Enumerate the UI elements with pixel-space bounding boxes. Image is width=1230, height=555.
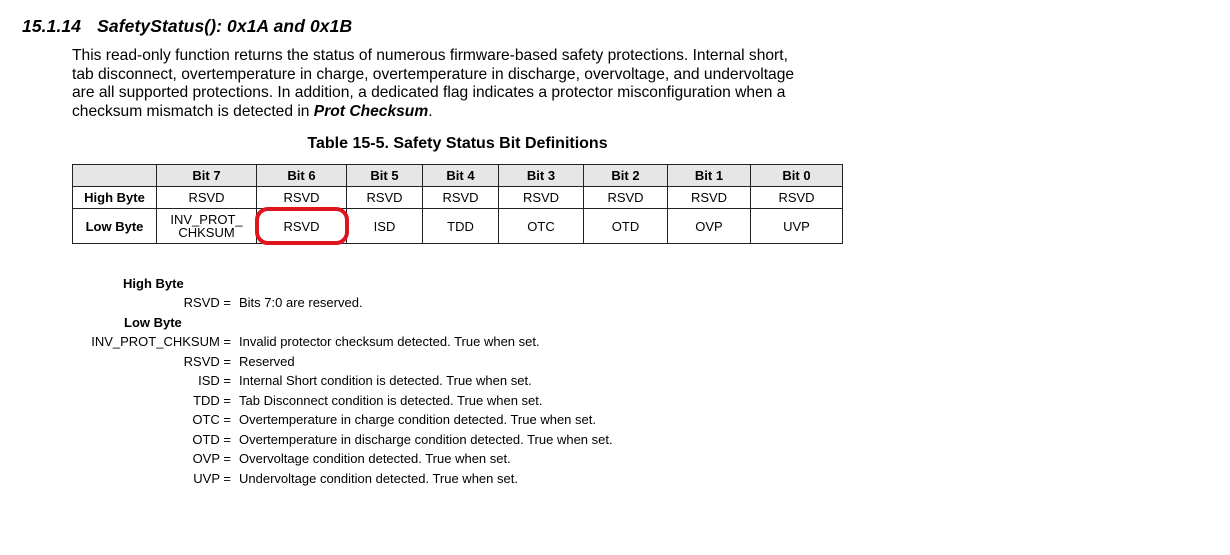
table-cell: RSVD [157, 187, 257, 209]
table-cell: RSVD [347, 187, 423, 209]
definition-text: Invalid protector checksum detected. True when set. [239, 334, 540, 349]
paragraph-text: checksum mismatch is detected in [72, 102, 314, 120]
definition-key: INV_PROT_CHKSUM = [91, 334, 231, 349]
table-cell: RSVD [499, 187, 584, 209]
table-cell: OTC [499, 209, 584, 244]
definition-key: RSVD = [183, 354, 231, 369]
table-cell: RSVD [423, 187, 499, 209]
paragraph-line [72, 103, 847, 122]
definition-key: RSVD = [183, 295, 231, 310]
prot-checksum-term: Prot Checksum [313, 102, 429, 120]
cell-line: CHKSUM [178, 224, 235, 240]
table-cell: RSVD [668, 187, 751, 209]
table-row [73, 187, 843, 209]
definition-key: ISD = [198, 373, 231, 388]
table-cell: RSVD [257, 209, 347, 244]
header-cell: Bit 5 [347, 165, 423, 187]
inv-prot-chksum-cell [170, 213, 242, 239]
definition-key: UVP = [193, 471, 231, 486]
definition-key: TDD = [193, 393, 231, 408]
row-label: Low Byte [73, 209, 157, 244]
paragraph-line: are all supported protections. In addition, a dedicated flag indicates a protector misconfiguration when a [72, 84, 786, 102]
header-cell: Bit 6 [257, 165, 347, 187]
table-cell: OVP [668, 209, 751, 244]
definition-key: OVP = [192, 451, 231, 466]
table-cell [157, 209, 257, 244]
section-heading [22, 16, 352, 37]
table-cell: RSVD [751, 187, 843, 209]
row-label: High Byte [73, 187, 157, 209]
table-cell: ISD [347, 209, 423, 244]
description-paragraph [72, 47, 847, 121]
table-cell: TDD [423, 209, 499, 244]
cell-line: INV_PROT_ [170, 211, 243, 227]
definition-text: Internal Short condition is detected. True when set. [239, 373, 532, 388]
header-cell: Bit 2 [584, 165, 668, 187]
low-byte-heading: Low Byte [124, 315, 182, 330]
paragraph-text: . [428, 102, 433, 120]
definition-text: Bits 7:0 are reserved. [239, 295, 363, 310]
header-cell: Bit 3 [499, 165, 584, 187]
definition-key: OTD = [192, 432, 231, 447]
table-header-row [73, 165, 843, 187]
header-cell [73, 165, 157, 187]
header-cell: Bit 4 [423, 165, 499, 187]
safety-status-table [72, 164, 843, 244]
header-cell: Bit 1 [668, 165, 751, 187]
header-cell: Bit 7 [157, 165, 257, 187]
section-title: SafetyStatus(): 0x1A and 0x1B [97, 16, 353, 36]
paragraph-line: tab disconnect, overtemperature in charge, overtemperature in discharge, overvoltage, and undervoltage [72, 65, 795, 83]
high-byte-heading: High Byte [123, 276, 184, 291]
table-cell: RSVD [257, 187, 347, 209]
table-cell: OTD [584, 209, 668, 244]
table-cell: UVP [751, 209, 843, 244]
header-cell: Bit 0 [751, 165, 843, 187]
definition-text: Undervoltage condition detected. True when set. [239, 471, 518, 486]
definition-text: Overvoltage condition detected. True when set. [239, 451, 511, 466]
table-row [73, 209, 843, 244]
definition-text: Overtemperature in discharge condition detected. True when set. [239, 432, 613, 447]
definition-key: OTC = [192, 412, 231, 427]
section-number: 15.1.14 [22, 16, 82, 36]
table-cell: RSVD [584, 187, 668, 209]
table-title: Table 15-5. Safety Status Bit Definitions [307, 135, 608, 152]
definition-text: Tab Disconnect condition is detected. True when set. [239, 393, 543, 408]
definition-text: Reserved [239, 354, 295, 369]
definition-text: Overtemperature in charge condition detected. True when set. [239, 412, 596, 427]
paragraph-line: This read-only function returns the status of numerous firmware-based safety protections. Internal short, [72, 47, 788, 64]
